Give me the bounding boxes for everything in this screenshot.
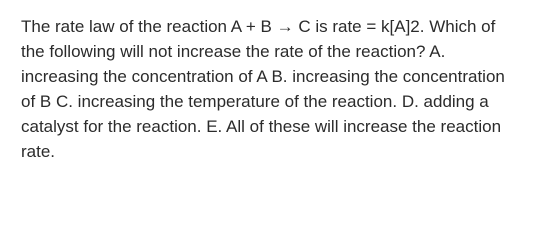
question-line: catalyst for the reaction. E. All of these will increase the reaction: [21, 117, 502, 136]
question-line: the following will not increase the rate of the reaction? A.: [21, 42, 446, 61]
question-text: [21, 14, 551, 164]
question-line: of B C. increasing the temperature of the reaction. D. adding a: [21, 92, 489, 111]
question-line: rate.: [21, 142, 56, 161]
question-line: increasing the concentration of A B. increasing the concentration: [21, 67, 505, 86]
question-line: The rate law of the reaction A + B → C is rate = k[A]2. Which of: [21, 17, 496, 36]
